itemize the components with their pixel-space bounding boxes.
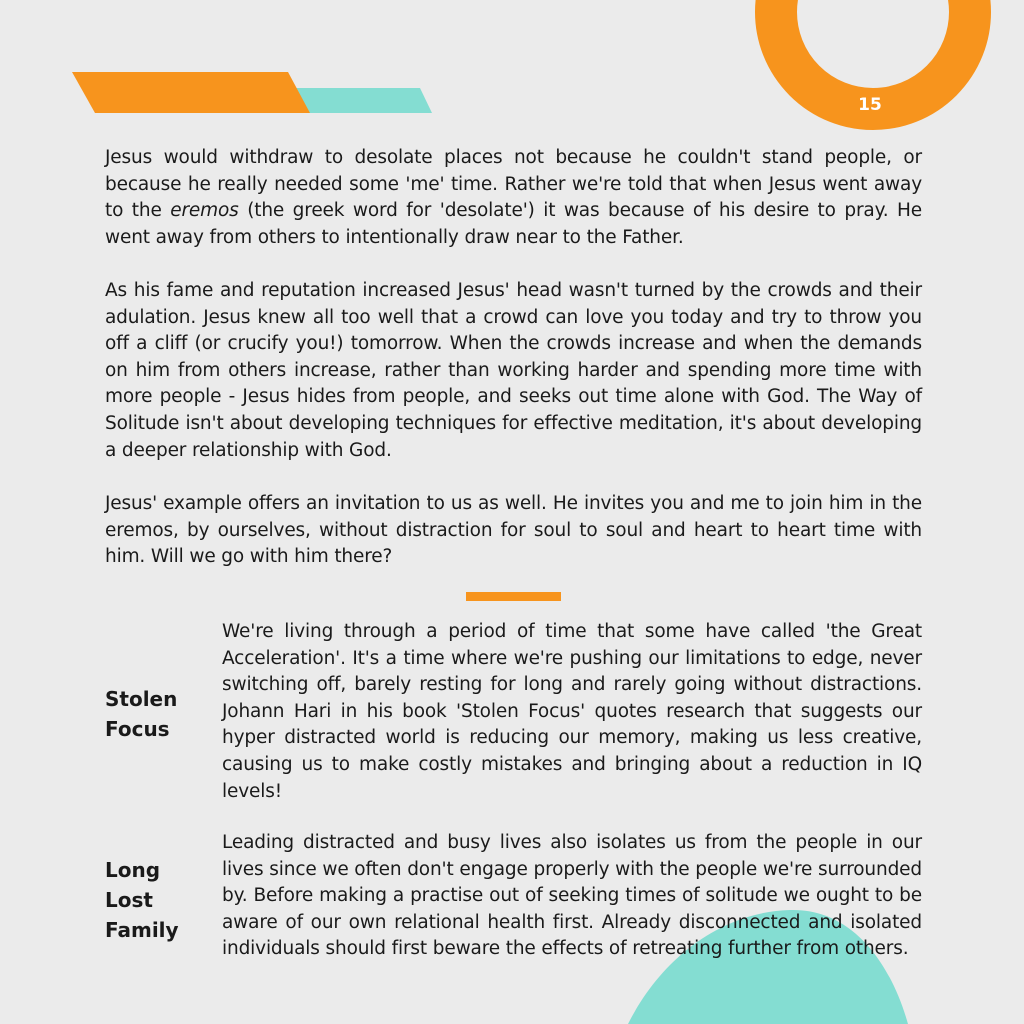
long-lost-family-text: Leading distracted and busy lives also isolates us from the people in our lives since we often don't engage properly with the people we're surrounded by. Before making a practise out of seeking times of solitude we ought to be aware of our own relational health first. Already disconnected and isolated individuals should first beware the effects of retreating further from others. — [222, 832, 922, 960]
top-decoration — [0, 0, 1024, 140]
long-lost-family-heading-line-3: Family — [105, 918, 179, 942]
paragraph-2: As his fame and reputation increased Jesus' head wasn't turned by the crowds and their adulation. Jesus knew all too well that a crowd can love you today and try to throw you off a cliff (or crucify you!) tomorrow. When the crowds increase and when the demands on him from others increase, rather than working harder and spending more time with more people - Jesus hides from people, and seeks out time alone with God. The Way of Solitude isn't about developing techniques for effective meditation, it's about developing a deeper relationship with God. — [105, 280, 922, 461]
paragraph-1-emphasis: eremos — [170, 200, 239, 222]
orange-stripe — [72, 72, 310, 113]
long-lost-family-heading-line-2: Lost — [105, 888, 153, 912]
paragraph-1 — [105, 145, 922, 251]
stolen-focus-text: We're living through a period of time that some have called 'the Great Acceleration'. It's a time where we're pushing our limitations to edge, never switching off, barely resting for long and rarely going without distractions. Johann Hari in his book 'Stolen Focus' quotes research that suggests our hyper distracted world is reducing our memory, making us less creative, causing us to make costly mistakes and bringing about a reduction in IQ levels! — [222, 621, 922, 802]
long-lost-family-heading — [105, 855, 205, 945]
orange-ring — [776, 0, 970, 109]
paragraph-3: Jesus' example offers an invitation to us as well. He invites you and me to join him in the eremos, by ourselves, without distraction for soul to soul and heart to heart time with him. Will we go with him there? — [105, 493, 922, 568]
long-lost-family-heading-line-1: Long — [105, 858, 161, 882]
stolen-focus-heading-line-2: Focus — [105, 717, 170, 741]
page-number: 15 — [858, 95, 882, 115]
stolen-focus-heading-line-1: Stolen — [105, 687, 178, 711]
paragraph-1-text-end: (the greek word for 'desolate') it was because of his desire to pray. He went away from others to intentionally draw near to the Father. — [105, 200, 922, 248]
paragraph-1-text-start: Jesus would withdraw to desolate places not because he couldn't stand people, or because he really needed some 'me' time. Rather we're told that when Jesus went away to the — [105, 147, 922, 222]
stolen-focus-heading — [105, 684, 205, 744]
section-divider — [466, 592, 561, 601]
